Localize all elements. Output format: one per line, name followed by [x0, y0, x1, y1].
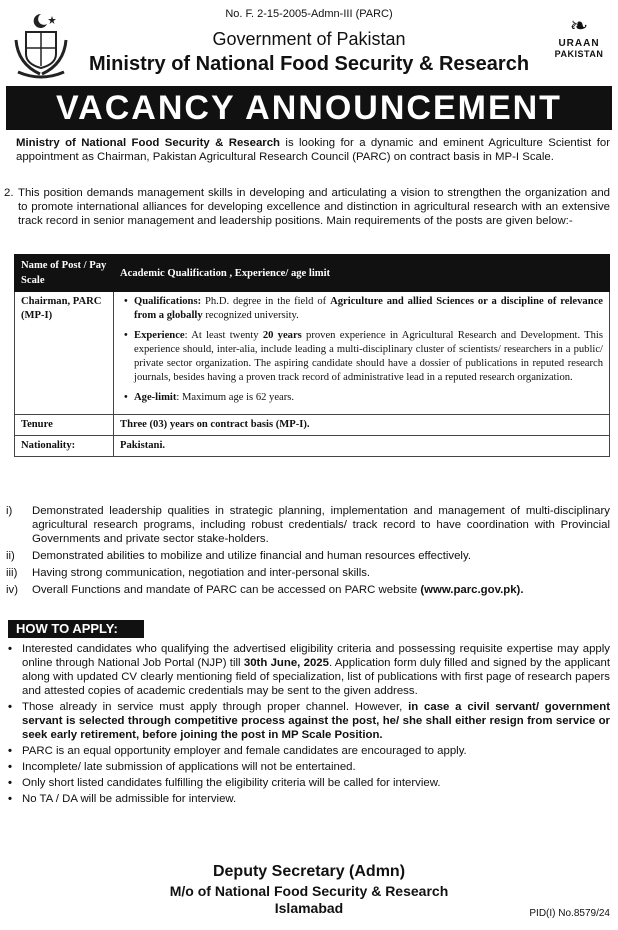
list-item: ii) Demonstrated abilities to mobilize and utilize financial and human resources effectively. [6, 550, 471, 562]
vacancy-banner: VACANCY ANNOUNCEMENT [6, 86, 612, 130]
intro-text: is looking for a dynamic and eminent Agriculture Scientist for appointment as Chairman, Pakistan Agricultural Research Council (PARC) on contract basis in MP-I Scale. [16, 137, 610, 163]
how-to-apply-heading: HOW TO APPLY: [8, 620, 144, 638]
table-header-row [15, 255, 610, 292]
table-row [15, 436, 610, 457]
post-name: Chairman, PARC (MP-I) [15, 292, 114, 415]
government-title: Government of Pakistan [212, 29, 406, 49]
list-item: • No TA / DA will be admissible for interview. [8, 792, 610, 806]
uraan-bird-icon: ❧ [569, 13, 589, 38]
list-item: • Incomplete/ late submission of applications will not be entertained. [8, 760, 610, 774]
uraan-logo-text: URAAN [558, 38, 600, 49]
header-qualification: Academic Qualification , Experience/ age limit [114, 255, 610, 292]
list-item: • Only short listed candidates fulfilling the eligibility criteria will be called for interview. [8, 776, 610, 790]
list-item: • Those already in service must apply through proper channel. However, in case a civil servant/ government servant is selected through competitive process against the post, he/ she shall either resign from service or seek early retirement, before joining the post in MP Scale Position. [8, 700, 610, 742]
additional-requirements [6, 504, 610, 600]
uraan-logo-subtext: PAKISTAN [554, 49, 604, 59]
pid-number: PID(I) No.8579/24 [529, 908, 610, 919]
table-row [15, 292, 610, 415]
uraan-pakistan-logo [548, 14, 610, 80]
ministry-title: Ministry of National Food Security & Research [88, 53, 530, 75]
nationality-value: Pakistani. [114, 436, 610, 457]
table-row [15, 415, 610, 436]
list-item: i) Demonstrated leadership qualities in strategic planning, implementation and management of multi-disciplinary agricultural research programs, including robust credentials/ track record to have coordination with Provincial Governments and private sector stake-holders. [6, 505, 610, 545]
intro-org: Ministry of National Food Security & Research [16, 137, 281, 149]
requirements-paragraph [4, 186, 610, 228]
nationality-label: Nationality: [15, 436, 114, 457]
paragraph-text: This position demands management skills in developing and articulating a vision to strengthen the organization and to promote international alliances for developing excellence and distinction in agricultural research with an extensive track record in senior management and leadership positions. Main requirements of the posts are given below:- [18, 187, 610, 227]
signature-block [0, 862, 618, 917]
list-item-qualification: • Qualifications: Ph.D. degree in the field of Agriculture and allied Sciences or a discipline of relevance from a globally recognized university. [134, 295, 603, 323]
parc-website-link[interactable]: (www.parc.gov.pk). [420, 584, 524, 596]
list-item-experience: • Experience: At least twenty 20 years proven experience in Agricultural Research and Development. This experience should, inter-alia, include leading a multi-disciplinary cluster of scientists/ researchers in a public/ private sector organization. The aspiring candidate should have a dossier of publications in reputed research journals, besides having a proven track record of administrative lead in a reputed research organization. [134, 329, 603, 385]
apply-instructions [8, 642, 610, 808]
paragraph-number: 2. [4, 187, 14, 199]
signatory-org: M/o of National Food Security & Research [169, 883, 449, 899]
header-post: Name of Post / Pay Scale [15, 255, 114, 292]
header [0, 0, 618, 88]
list-item-age: • Age-limit: Maximum age is 62 years. [134, 391, 603, 405]
list-item: • PARC is an equal opportunity employer and female candidates are encouraged to apply. [8, 744, 610, 758]
signatory-title: Deputy Secretary (Admn) [212, 863, 406, 880]
signatory-city: Islamabad [274, 900, 344, 916]
list-item: iv) Overall Functions and mandate of PARC can be accessed on PARC website (www.parc.gov.pk). [6, 584, 524, 596]
reference-number: No. F. 2-15-2005-Admn-III (PARC) [225, 8, 393, 20]
list-item: • Interested candidates who qualifying the advertised eligibility criteria and possessing requisite expertise may apply online through National Job Portal (NJP) till 30th June, 2025. Application form duly filled and signed by the applicant along with updated CV clearly mentioning field of specialization, list of publications with first page of research papers and attested copies of academic credentials may be sent to the given address. [8, 642, 610, 698]
intro-paragraph [16, 136, 610, 164]
requirements-table [14, 254, 610, 457]
requirement-list [120, 295, 603, 405]
list-item: iii) Having strong communication, negotiation and inter-personal skills. [6, 567, 371, 579]
qualification-cell [114, 292, 610, 415]
tenure-value: Three (03) years on contract basis (MP-I). [114, 415, 610, 436]
tenure-label: Tenure [15, 415, 114, 436]
